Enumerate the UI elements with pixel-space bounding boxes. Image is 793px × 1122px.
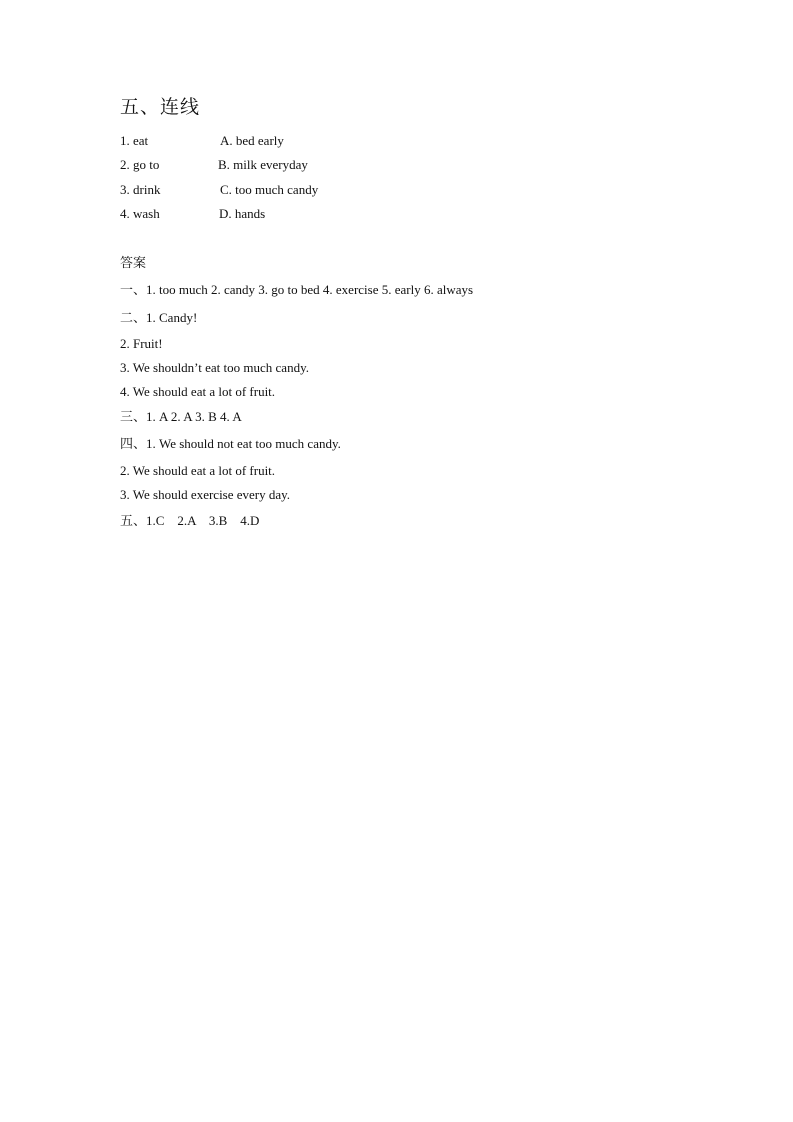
answer-line: 3. We shouldn’t eat too much candy.	[120, 360, 309, 375]
answer-line: 2. Fruit!	[120, 336, 163, 351]
answer-line: 4. We should eat a lot of fruit.	[120, 384, 276, 399]
matching-item-left: 2. go to	[120, 157, 160, 172]
matching-item-right: D. hands	[219, 206, 266, 221]
matching-item-left: 4. wash	[120, 206, 160, 221]
matching-item-left: 1. eat	[120, 133, 149, 148]
answer-line: 2. We should eat a lot of fruit.	[120, 463, 276, 478]
matching-item-right: A. bed early	[220, 133, 284, 148]
answers-heading: 答案	[120, 255, 147, 270]
answer-line: 五、1.C 2.A 3.B 4.D	[120, 513, 260, 528]
matching-item-right: C. too much candy	[220, 182, 319, 197]
matching-item-left: 3. drink	[120, 182, 161, 197]
matching-item-right: B. milk everyday	[218, 157, 308, 172]
answer-line: 四、1. We should not eat too much candy.	[120, 436, 341, 451]
section-title: 五、连线	[120, 97, 201, 118]
answer-line: 3. We should exercise every day.	[120, 487, 291, 502]
answer-line: 三、1. A 2. A 3. B 4. A	[120, 409, 242, 424]
answer-line: 一、1. too much 2. candy 3. go to bed 4. exercise 5. early 6. always	[120, 282, 474, 297]
answer-line: 二、1. Candy!	[120, 310, 198, 325]
